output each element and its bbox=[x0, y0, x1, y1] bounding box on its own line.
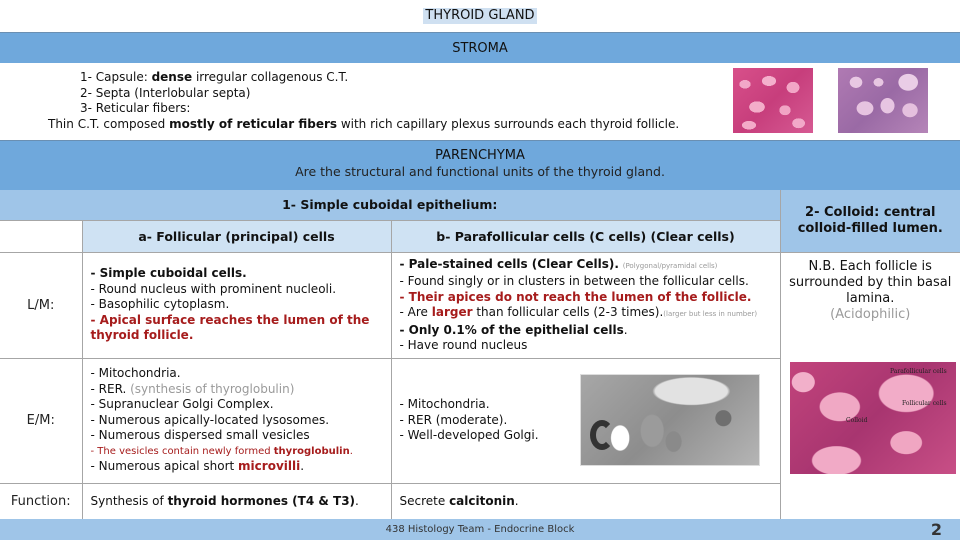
stroma-header: STROMA bbox=[0, 32, 960, 63]
page-title: THYROID GLAND bbox=[425, 8, 535, 23]
lm-follicular-cell: - Simple cuboidal cells. - Round nucleus with prominent nucleoli. - Basophilic cytoplasm. - Apical surface reaches the lumen of the thyroid follicle. bbox=[82, 252, 391, 358]
parenchyma-subtitle: Are the structural and functional units of the thyroid gland. bbox=[295, 164, 665, 179]
colloid-header: 2- Colloid: central colloid-filled lumen. bbox=[780, 190, 960, 252]
em-parafollicular-cell: - Mitochondria. - RER (moderate). - Well-developed Golgi. bbox=[391, 358, 780, 483]
colloid-nb-text: N.B. Each follicle is surrounded by thin basal lamina. bbox=[789, 258, 952, 306]
footer bbox=[0, 519, 960, 540]
stroma-line-thin-ct: Thin C.T. composed mostly of reticular fibers with rich capillary plexus surrounds each thyroid follicle. bbox=[48, 116, 680, 131]
epithelium-header: 1- Simple cuboidal epithelium: bbox=[0, 190, 780, 220]
colloid-acidophilic-note: (Acidophilic) bbox=[830, 306, 911, 322]
footer-credit: 438 Histology Team - Endocrine Block bbox=[385, 524, 575, 535]
lm-label-follicular: Follicular cells bbox=[902, 400, 947, 407]
lm-parafollicular-cell: - Pale-stained cells (Clear Cells). (Polygonal/pyramidal cells) - Found singly or in clusters in between the follicular cells. - Their apices do not reach the lumen of the follicle. - Are larger than follicular cells (2-3 times).(larger but less in number) - Only 0.1% of the epithelial cells. - Have round nucleus bbox=[391, 252, 780, 358]
stroma-line-septa: 2- Septa (Interlobular septa) bbox=[80, 85, 251, 100]
page-number: 2 bbox=[930, 520, 942, 539]
blank-corner bbox=[0, 220, 82, 252]
em-follicular-cell: - Mitochondria. - RER. (synthesis of thyroglobulin) - Supranuclear Golgi Complex. - Numerous apically-located lysosomes. - Numerous dispersed small vesicles - The vesicles contain newly formed thyroglobulin. - Numerous apical short microvilli. bbox=[82, 358, 391, 483]
stroma-histology-image-he bbox=[733, 68, 813, 133]
function-row-label: Function: bbox=[0, 483, 82, 519]
lm-label-colloid: Colloid bbox=[846, 417, 868, 424]
parafollicular-cells-header: b- Parafollicular cells (C cells) (Clear cells) bbox=[391, 220, 780, 252]
em-row-label: E/M: bbox=[0, 358, 82, 483]
parafollicular-em-image bbox=[580, 374, 760, 466]
stroma-body bbox=[0, 63, 720, 140]
parenchyma-title: PARENCHYMA bbox=[435, 148, 525, 163]
title-wrap bbox=[0, 0, 960, 32]
function-follicular-cell: Synthesis of thyroid hormones (T4 & T3). bbox=[82, 483, 391, 519]
function-parafollicular-cell: Secrete calcitonin. bbox=[391, 483, 780, 519]
lm-row-label: L/M: bbox=[0, 252, 82, 358]
stroma-line-reticular: 3- Reticular fibers: bbox=[80, 101, 191, 115]
stroma-histology-image-reticular bbox=[838, 68, 928, 133]
lm-label-parafollicular: Parafollicular cells bbox=[890, 368, 947, 375]
stroma-line-capsule: 1- Capsule: dense irregular collagenous C.T. bbox=[80, 70, 349, 84]
em-image-detail bbox=[590, 420, 614, 450]
thyroid-lm-image bbox=[790, 362, 956, 474]
parenchyma-header bbox=[0, 140, 960, 190]
follicular-cells-header: a- Follicular (principal) cells bbox=[82, 220, 391, 252]
